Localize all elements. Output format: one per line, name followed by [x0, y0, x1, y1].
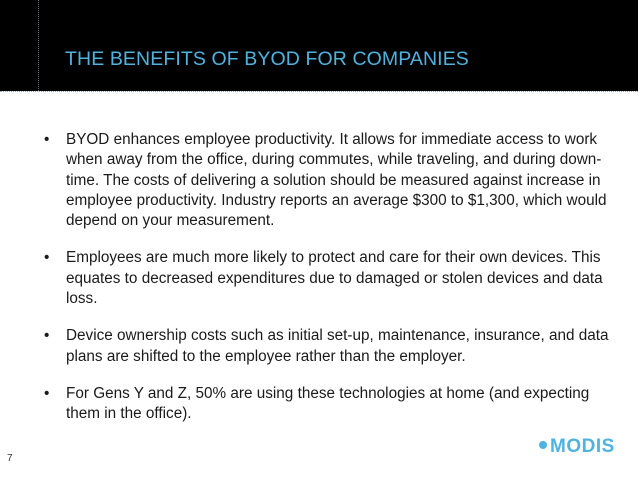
bullet-marker: • — [44, 384, 50, 402]
bullet-marker: • — [44, 327, 50, 345]
bullet-marker: • — [44, 249, 50, 267]
bullet-text: BYOD enhances employee productivity. It allows for immediate access to work when away from the office, during commutes, while traveling, and during down-time. The costs of delivering a solution should be measured against increase in employee productivity. Industry reports an average $300 to $1,300, which would depend on your measurement. — [66, 131, 607, 230]
logo-mark-icon — [539, 441, 547, 449]
bullet-item — [44, 248, 624, 309]
modis-logo — [538, 432, 628, 458]
bullet-item — [44, 130, 624, 231]
header-divider-horizontal — [0, 91, 638, 92]
slide-title: THE BENEFITS OF BYOD FOR COMPANIES — [65, 48, 469, 70]
bullet-list — [44, 130, 624, 442]
header-bar — [0, 0, 638, 91]
bullet-text: Employees are much more likely to protect and care for their own devices. This equates to decreased expenditures due to damaged or stolen devices and data loss. — [66, 249, 603, 308]
bullet-item — [44, 384, 624, 425]
page-number: 7 — [7, 453, 13, 464]
logo-text: MODIS — [550, 436, 615, 457]
header-divider-vertical — [38, 0, 39, 91]
bullet-text: Device ownership costs such as initial set-up, maintenance, insurance, and data plans are shifted to the employee rather than the employer. — [66, 327, 609, 365]
bullet-text: For Gens Y and Z, 50% are using these technologies at home (and expecting them in the office). — [66, 384, 590, 423]
bullet-marker: • — [44, 131, 50, 148]
bullet-item — [44, 326, 624, 367]
